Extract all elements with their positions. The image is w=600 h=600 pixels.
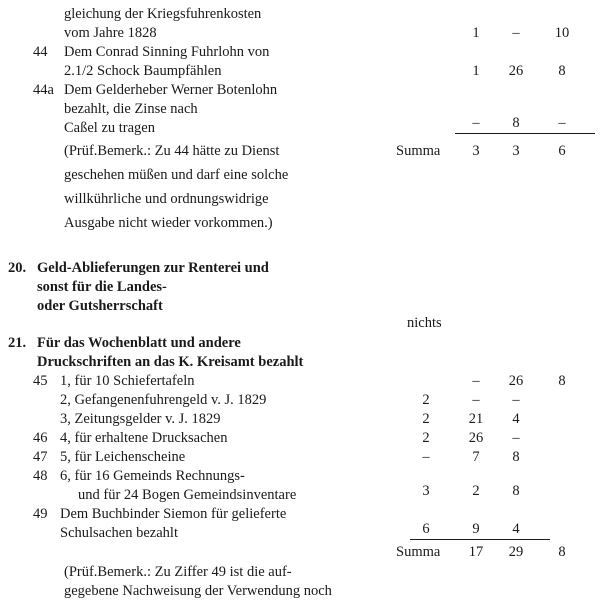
amount-2-c: 8: [558, 63, 566, 79]
summa-2-c: 8: [558, 544, 566, 560]
text-line: 2.1/2 Schock Baumpfählen: [64, 63, 222, 79]
section-heading: Geld-Ablieferungen zur Renterei und: [37, 260, 269, 276]
item-number: 47: [33, 449, 48, 465]
amount-3-a: –: [472, 115, 480, 131]
amount-4-c: 8: [558, 373, 566, 389]
section-heading: Für das Wochenblatt und andere: [37, 335, 241, 351]
section-heading: Druckschriften an das K. Kreisamt bezahlt: [37, 354, 304, 370]
amount-5-a: 2: [422, 392, 430, 408]
text-line: Schulsachen bezahlt: [60, 525, 178, 541]
amount-3-b: 8: [512, 115, 520, 131]
text-line: Dem Conrad Sinning Fuhrlohn von: [64, 44, 270, 60]
summa-label: Summa: [396, 143, 441, 159]
text-line: 5, für Leichenscheine: [60, 449, 186, 465]
section-number: 20.: [8, 260, 27, 276]
item-number: 48: [33, 468, 48, 484]
item-number: 45: [33, 373, 48, 389]
amount-10-c: 4: [512, 521, 520, 537]
amount-9-a: 3: [422, 483, 430, 499]
amount-6-b: 21: [468, 411, 484, 427]
amount-4-a: –: [472, 373, 480, 389]
section-heading: sonst für die Landes-: [37, 279, 167, 295]
text-line: gegebene Nachweisung der Verwendung noch: [64, 583, 332, 599]
amount-1-c: 10: [554, 25, 570, 41]
nil-amount: nichts: [407, 315, 442, 331]
text-line: (Prüf.Bemerk.: Zu Ziffer 49 ist die auf-: [64, 564, 292, 580]
amount-3-c: –: [558, 115, 566, 131]
item-number: 44: [33, 44, 48, 60]
text-line: 6, für 16 Gemeinds Rechnungs-: [60, 468, 245, 484]
amount-4-b: 26: [508, 373, 524, 389]
text-line: und für 24 Bogen Gemeindsinventare: [78, 487, 297, 503]
text-line: Dem Gelderheber Werner Botenlohn: [64, 82, 278, 98]
amount-1-a: 1: [472, 25, 480, 41]
amount-8-a: –: [422, 449, 430, 465]
amount-7-b: 26: [468, 430, 484, 446]
summa-1-c: 6: [558, 143, 566, 159]
item-number: 49: [33, 506, 48, 522]
sum-rule: [410, 539, 550, 540]
summa-2-a: 17: [468, 544, 484, 560]
text-line: 2, Gefangenenfuhrengeld v. J. 1829: [60, 392, 267, 408]
amount-7-a: 2: [422, 430, 430, 446]
amount-6-c: 4: [512, 411, 520, 427]
text-line: Caßel zu tragen: [64, 120, 155, 136]
sum-rule: [455, 133, 595, 134]
amount-2-a: 1: [472, 63, 480, 79]
text-line: gleichung der Kriegsfuhrenkosten: [64, 6, 262, 22]
text-line: bezahlt, die Zinse nach: [64, 101, 198, 117]
text-line: 3, Zeitungsgelder v. J. 1829: [60, 411, 221, 427]
amount-9-c: 8: [512, 483, 520, 499]
amount-2-b: 26: [508, 63, 524, 79]
text-line: 4, für erhaltene Drucksachen: [60, 430, 228, 446]
amount-1-b: –: [512, 25, 520, 41]
summa-1-b: 3: [512, 143, 520, 159]
text-line: (Prüf.Bemerk.: Zu 44 hätte zu Dienst: [64, 143, 280, 159]
text-line: Dem Buchbinder Siemon für gelieferte: [60, 506, 287, 522]
summa-2-b: 29: [508, 544, 524, 560]
summa-label: Summa: [396, 544, 441, 560]
item-number: 46: [33, 430, 48, 446]
summa-1-a: 3: [472, 143, 480, 159]
amount-8-b: 7: [472, 449, 480, 465]
amount-5-b: –: [472, 392, 480, 408]
amount-8-c: 8: [512, 449, 520, 465]
text-line: Ausgabe nicht wieder vorkommen.): [64, 215, 273, 231]
section-heading: oder Gutsherrschaft: [37, 298, 163, 314]
section-number: 21.: [8, 335, 27, 351]
amount-6-a: 2: [422, 411, 430, 427]
amount-5-c: –: [512, 392, 520, 408]
text-line: geschehen müßen und darf eine solche: [64, 167, 289, 183]
text-line: willkührliche und ordnungswidrige: [64, 191, 269, 207]
item-number: 44a: [33, 82, 54, 98]
text-line: vom Jahre 1828: [64, 25, 157, 41]
text-line: 1, für 10 Schiefertafeln: [60, 373, 195, 389]
amount-10-a: 6: [422, 521, 430, 537]
amount-10-b: 9: [472, 521, 480, 537]
amount-9-b: 2: [472, 483, 480, 499]
amount-7-c: –: [512, 430, 520, 446]
